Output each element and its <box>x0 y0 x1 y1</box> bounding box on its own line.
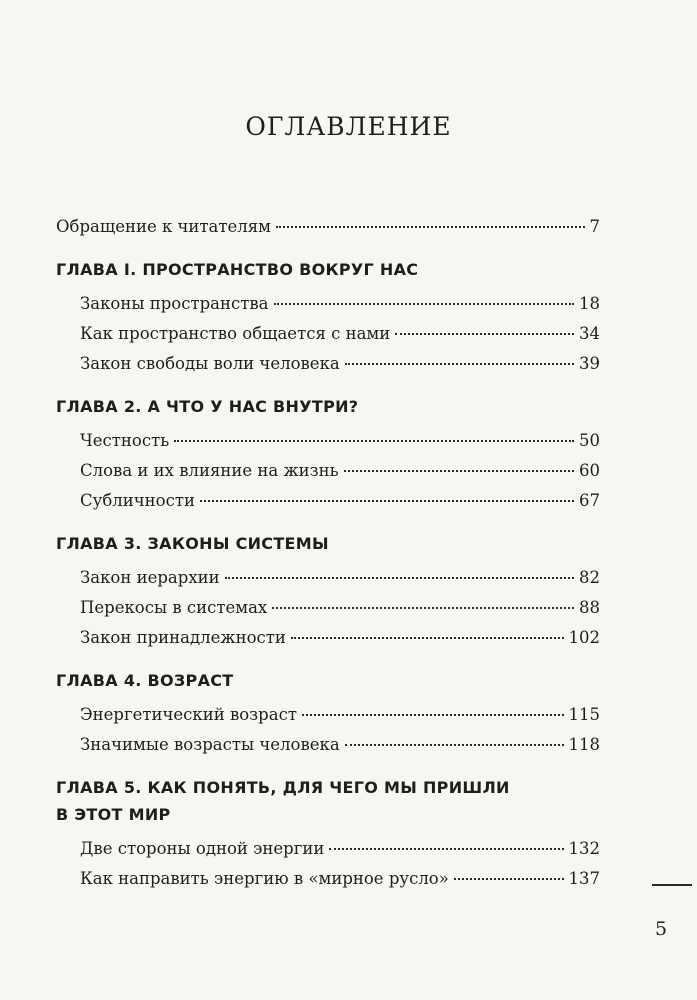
toc-entry-page: 102 <box>568 628 600 647</box>
toc-entry-page: 39 <box>579 354 600 373</box>
toc-entry-label: Как пространство общается с нами <box>80 324 391 343</box>
dot-leader <box>329 847 563 850</box>
toc-entry-page: 118 <box>568 735 600 754</box>
toc-entry <box>56 730 600 760</box>
toc-entry-label: Две стороны одной энергии <box>80 839 325 858</box>
toc-entry-page: 7 <box>589 217 600 236</box>
toc-entry-label: Закон свободы воли человека <box>80 354 340 373</box>
page-number: 5 <box>655 918 668 940</box>
toc-entry-page: 34 <box>579 324 600 343</box>
toc-entry <box>56 864 600 894</box>
toc-entry <box>56 486 600 516</box>
dot-leader <box>291 636 564 639</box>
page-title: ОГЛАВЛЕНИЕ <box>245 112 452 141</box>
dot-leader <box>225 576 574 579</box>
dot-leader <box>276 225 584 228</box>
toc-entry <box>56 834 600 864</box>
toc-entry-label: Законы пространства <box>80 294 269 313</box>
toc-entry-label: Значимые возрасты человека <box>80 735 340 754</box>
toc-entry <box>56 593 600 623</box>
dot-leader <box>272 606 574 609</box>
chapter-heading-3: ГЛАВА 3. ЗАКОНЫ СИСТЕМЫ <box>56 534 329 553</box>
toc-entry-page: 137 <box>568 869 600 888</box>
dot-leader <box>345 743 564 746</box>
toc-entry-page: 115 <box>568 705 600 724</box>
chapter-heading-1: ГЛАВА I. ПРОСТРАНСТВО ВОКРУГ НАС <box>56 260 419 279</box>
toc-entry <box>56 289 600 319</box>
dot-leader <box>344 469 574 472</box>
toc-entry-page: 60 <box>579 461 600 480</box>
chapter-heading-line: ГЛАВА 5. КАК ПОНЯТЬ, ДЛЯ ЧЕГО МЫ ПРИШЛИ <box>56 778 510 797</box>
dot-leader <box>454 877 564 880</box>
dot-leader <box>274 302 575 305</box>
dot-leader <box>302 713 564 716</box>
toc-entry-label: Закон иерархии <box>80 568 220 587</box>
toc-entry <box>56 319 600 349</box>
toc-entry-label: Обращение к читателям <box>56 217 272 236</box>
toc-entry-label: Закон принадлежности <box>80 628 286 647</box>
chapter-heading-2: ГЛАВА 2. А ЧТО У НАС ВНУТРИ? <box>56 397 359 416</box>
dot-leader <box>395 332 574 335</box>
table-of-contents <box>56 212 600 894</box>
toc-entry-label: Как направить энергию в «мирное русло» <box>80 869 449 888</box>
toc-entry-page: 67 <box>579 491 600 510</box>
toc-entry-label: Честность <box>80 431 170 450</box>
toc-entry-page: 88 <box>579 598 600 617</box>
dot-leader <box>345 362 574 365</box>
toc-entry <box>56 456 600 486</box>
toc-entry-page: 82 <box>579 568 600 587</box>
chapter-heading-line: В ЭТОТ МИР <box>56 805 171 824</box>
chapter-heading-4: ГЛАВА 4. ВОЗРАСТ <box>56 671 234 690</box>
toc-entry <box>56 700 600 730</box>
toc-entry-page: 50 <box>579 431 600 450</box>
toc-entry-label: Субличности <box>80 491 195 510</box>
toc-entry <box>56 426 600 456</box>
footer-rule <box>652 884 692 886</box>
toc-entry-label: Слова и их влияние на жизнь <box>80 461 339 480</box>
dot-leader <box>200 499 574 502</box>
toc-entry-label: Перекосы в системах <box>80 598 268 617</box>
dot-leader <box>174 439 574 442</box>
toc-entry <box>56 623 600 653</box>
toc-entry-page: 18 <box>579 294 600 313</box>
chapter-heading-5 <box>56 774 600 828</box>
toc-entry-page: 132 <box>568 839 600 858</box>
toc-entry <box>56 349 600 379</box>
toc-entry <box>56 563 600 593</box>
toc-entry-intro <box>56 212 600 242</box>
toc-entry-label: Энергетический возраст <box>80 705 297 724</box>
